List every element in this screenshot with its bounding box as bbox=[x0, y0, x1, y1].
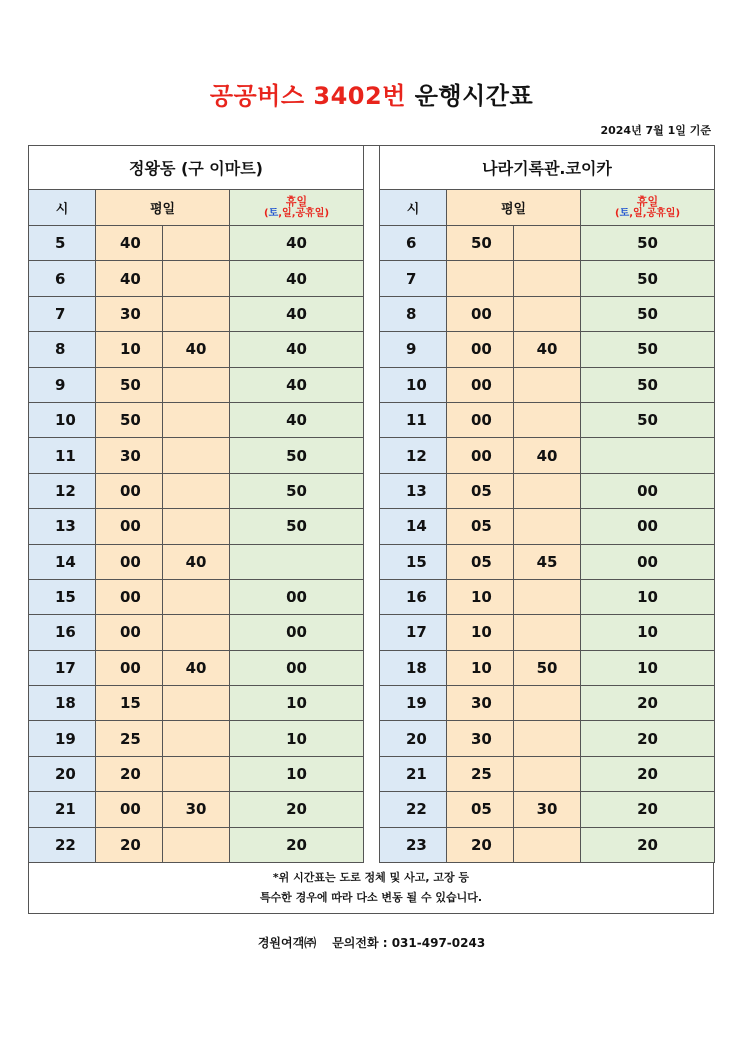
holiday-minute: 20 bbox=[230, 792, 364, 827]
timetable-row bbox=[380, 438, 715, 473]
weekday-minute-2 bbox=[514, 402, 581, 437]
weekday-minute-1: 30 bbox=[447, 721, 514, 756]
weekday-minute-2 bbox=[163, 827, 230, 862]
weekday-minute-1: 10 bbox=[447, 650, 514, 685]
hour-cell: 15 bbox=[380, 544, 447, 579]
weekday-minute-1: 10 bbox=[96, 332, 163, 367]
holiday-minute: 50 bbox=[230, 438, 364, 473]
weekday-minute-2 bbox=[514, 827, 581, 862]
hour-cell: 12 bbox=[29, 473, 96, 508]
weekday-minute-2: 45 bbox=[514, 544, 581, 579]
weekday-minute-2 bbox=[514, 367, 581, 402]
hour-header: 시 bbox=[380, 190, 447, 226]
timetable-row bbox=[380, 402, 715, 437]
timetable-row bbox=[29, 473, 364, 508]
weekday-minute-2 bbox=[163, 226, 230, 261]
weekday-minute-2: 30 bbox=[163, 792, 230, 827]
holiday-minute: 00 bbox=[581, 509, 715, 544]
timetable-row bbox=[380, 650, 715, 685]
hour-cell: 14 bbox=[380, 509, 447, 544]
weekday-minute-2: 40 bbox=[163, 332, 230, 367]
hour-cell: 6 bbox=[29, 261, 96, 296]
holiday-rest: ,일,공휴일) bbox=[278, 207, 330, 219]
hour-cell: 16 bbox=[29, 615, 96, 650]
hour-cell: 19 bbox=[380, 686, 447, 721]
weekday-minute-2 bbox=[163, 509, 230, 544]
timetable-left-body bbox=[29, 226, 364, 863]
contact-phone: 문의전화 : 031-497-0243 bbox=[332, 936, 486, 950]
timetable-row bbox=[380, 332, 715, 367]
timetable-row bbox=[29, 367, 364, 402]
hour-cell: 19 bbox=[29, 721, 96, 756]
hour-cell: 9 bbox=[29, 367, 96, 402]
hour-cell: 16 bbox=[380, 579, 447, 614]
weekday-minute-2 bbox=[514, 226, 581, 261]
timetable-row bbox=[380, 827, 715, 862]
timetable-right bbox=[379, 145, 715, 863]
timetable-row bbox=[29, 721, 364, 756]
weekday-minute-1: 05 bbox=[447, 544, 514, 579]
hour-cell: 6 bbox=[380, 226, 447, 261]
timetable-row bbox=[29, 296, 364, 331]
holiday-minute: 00 bbox=[230, 615, 364, 650]
hour-cell: 20 bbox=[380, 721, 447, 756]
holiday-minute: 20 bbox=[581, 686, 715, 721]
holiday-minute: 10 bbox=[581, 579, 715, 614]
weekday-minute-1 bbox=[447, 261, 514, 296]
holiday-minute: 40 bbox=[230, 402, 364, 437]
weekday-minute-2 bbox=[514, 473, 581, 508]
weekday-minute-2 bbox=[514, 579, 581, 614]
weekday-minute-1: 05 bbox=[447, 792, 514, 827]
weekday-minute-1: 50 bbox=[96, 402, 163, 437]
weekday-minute-2 bbox=[514, 509, 581, 544]
hour-cell: 14 bbox=[29, 544, 96, 579]
weekday-minute-2 bbox=[514, 296, 581, 331]
hour-cell: 11 bbox=[380, 402, 447, 437]
stop-name-left: 정왕동 (구 이마트) bbox=[29, 146, 364, 190]
weekday-minute-2: 40 bbox=[163, 544, 230, 579]
weekday-minute-2 bbox=[163, 686, 230, 721]
hour-cell: 18 bbox=[29, 686, 96, 721]
weekday-minute-2 bbox=[163, 756, 230, 791]
timetable-row bbox=[29, 792, 364, 827]
weekday-minute-2 bbox=[163, 721, 230, 756]
weekday-minute-1: 20 bbox=[447, 827, 514, 862]
holiday-open: ( bbox=[614, 207, 620, 219]
holiday-minute: 00 bbox=[230, 650, 364, 685]
weekday-minute-2 bbox=[514, 261, 581, 296]
hour-cell: 21 bbox=[380, 756, 447, 791]
weekday-minute-1: 40 bbox=[96, 261, 163, 296]
hour-cell: 8 bbox=[380, 296, 447, 331]
effective-date: 2024년 7월 1일 기준 bbox=[600, 124, 711, 137]
holiday-minute: 50 bbox=[230, 509, 364, 544]
weekday-minute-1: 30 bbox=[447, 686, 514, 721]
holiday-minute: 50 bbox=[230, 473, 364, 508]
weekday-minute-1: 00 bbox=[447, 438, 514, 473]
timetable-row bbox=[380, 686, 715, 721]
weekday-minute-2 bbox=[163, 261, 230, 296]
hour-cell: 11 bbox=[29, 438, 96, 473]
hour-cell: 17 bbox=[380, 615, 447, 650]
holiday-header-days bbox=[581, 208, 714, 220]
holiday-minute: 40 bbox=[230, 367, 364, 402]
holiday-minute: 20 bbox=[581, 721, 715, 756]
weekday-minute-1: 00 bbox=[96, 509, 163, 544]
holiday-minute: 50 bbox=[581, 402, 715, 437]
holiday-minute bbox=[581, 438, 715, 473]
weekday-minute-2 bbox=[163, 438, 230, 473]
timetable-row bbox=[380, 721, 715, 756]
timetable-row bbox=[380, 579, 715, 614]
timetable-row bbox=[29, 756, 364, 791]
footer bbox=[0, 934, 743, 951]
timetable-row bbox=[380, 615, 715, 650]
weekday-minute-1: 20 bbox=[96, 756, 163, 791]
weekday-minute-2: 30 bbox=[514, 792, 581, 827]
hour-cell: 10 bbox=[29, 402, 96, 437]
holiday-open: ( bbox=[263, 207, 269, 219]
weekday-minute-1: 00 bbox=[96, 579, 163, 614]
weekday-minute-1: 30 bbox=[96, 296, 163, 331]
weekday-minute-1: 25 bbox=[447, 756, 514, 791]
weekday-minute-2: 40 bbox=[514, 332, 581, 367]
weekday-minute-1: 00 bbox=[96, 650, 163, 685]
holiday-minute: 50 bbox=[581, 296, 715, 331]
holiday-minute: 20 bbox=[581, 756, 715, 791]
holiday-minute: 40 bbox=[230, 332, 364, 367]
holiday-minute: 40 bbox=[230, 261, 364, 296]
holiday-minute: 00 bbox=[230, 579, 364, 614]
timetable-row bbox=[380, 792, 715, 827]
hour-cell: 13 bbox=[380, 473, 447, 508]
holiday-header bbox=[581, 190, 715, 226]
weekday-minute-1: 10 bbox=[447, 579, 514, 614]
weekday-minute-2 bbox=[163, 367, 230, 402]
weekday-minute-2 bbox=[163, 615, 230, 650]
hour-cell: 17 bbox=[29, 650, 96, 685]
weekday-minute-1: 00 bbox=[447, 332, 514, 367]
holiday-header-title: 휴일 bbox=[285, 194, 308, 208]
weekday-minute-1: 25 bbox=[96, 721, 163, 756]
weekday-minute-2 bbox=[163, 296, 230, 331]
hour-cell: 21 bbox=[29, 792, 96, 827]
weekday-minute-2 bbox=[514, 756, 581, 791]
timetable-row bbox=[380, 226, 715, 261]
holiday-minute: 20 bbox=[230, 827, 364, 862]
holiday-minute: 50 bbox=[581, 261, 715, 296]
timetable-row bbox=[29, 544, 364, 579]
hour-cell: 13 bbox=[29, 509, 96, 544]
weekday-minute-2 bbox=[163, 473, 230, 508]
timetable-row bbox=[29, 438, 364, 473]
weekday-minute-2 bbox=[514, 615, 581, 650]
weekday-minute-1: 50 bbox=[447, 226, 514, 261]
holiday-minute: 50 bbox=[581, 226, 715, 261]
hour-header: 시 bbox=[29, 190, 96, 226]
weekday-minute-2: 40 bbox=[163, 650, 230, 685]
weekday-minute-1: 00 bbox=[447, 367, 514, 402]
hour-cell: 22 bbox=[29, 827, 96, 862]
holiday-minute: 00 bbox=[581, 473, 715, 508]
weekday-minute-2 bbox=[163, 579, 230, 614]
weekday-header: 평일 bbox=[96, 190, 230, 226]
holiday-header-days bbox=[230, 208, 363, 220]
weekday-header: 평일 bbox=[447, 190, 581, 226]
timetable-row bbox=[29, 650, 364, 685]
holiday-minute: 20 bbox=[581, 827, 715, 862]
timetable-row bbox=[380, 544, 715, 579]
holiday-minute: 40 bbox=[230, 226, 364, 261]
weekday-minute-1: 15 bbox=[96, 686, 163, 721]
holiday-minute: 20 bbox=[581, 792, 715, 827]
title-suffix: 운행시간표 bbox=[414, 82, 534, 110]
weekday-minute-1: 00 bbox=[447, 402, 514, 437]
holiday-minute: 10 bbox=[581, 615, 715, 650]
hour-cell: 20 bbox=[29, 756, 96, 791]
holiday-header-title: 휴일 bbox=[636, 194, 659, 208]
holiday-saturday: 토 bbox=[619, 207, 630, 219]
timetable-row bbox=[29, 579, 364, 614]
hour-cell: 9 bbox=[380, 332, 447, 367]
weekday-minute-2 bbox=[514, 721, 581, 756]
holiday-minute: 00 bbox=[581, 544, 715, 579]
timetable-row bbox=[380, 509, 715, 544]
weekday-minute-1: 00 bbox=[96, 473, 163, 508]
weekday-minute-2 bbox=[514, 686, 581, 721]
timetable-row bbox=[29, 686, 364, 721]
weekday-minute-2: 40 bbox=[514, 438, 581, 473]
weekday-minute-2: 50 bbox=[514, 650, 581, 685]
timetable-row bbox=[29, 509, 364, 544]
holiday-minute: 10 bbox=[230, 686, 364, 721]
hour-cell: 7 bbox=[380, 261, 447, 296]
timetable-row bbox=[29, 402, 364, 437]
weekday-minute-1: 00 bbox=[96, 544, 163, 579]
notice bbox=[28, 862, 714, 914]
hour-cell: 23 bbox=[380, 827, 447, 862]
holiday-header bbox=[230, 190, 364, 226]
holiday-minute: 40 bbox=[230, 296, 364, 331]
holiday-saturday: 토 bbox=[268, 207, 279, 219]
holiday-minute: 50 bbox=[581, 367, 715, 402]
timetable-row bbox=[380, 756, 715, 791]
weekday-minute-1: 20 bbox=[96, 827, 163, 862]
timetable-row bbox=[29, 261, 364, 296]
weekday-minute-1: 00 bbox=[447, 296, 514, 331]
weekday-minute-1: 00 bbox=[96, 792, 163, 827]
hour-cell: 5 bbox=[29, 226, 96, 261]
weekday-minute-1: 05 bbox=[447, 473, 514, 508]
hour-cell: 15 bbox=[29, 579, 96, 614]
weekday-minute-1: 30 bbox=[96, 438, 163, 473]
hour-cell: 7 bbox=[29, 296, 96, 331]
timetable-row bbox=[29, 332, 364, 367]
hour-cell: 12 bbox=[380, 438, 447, 473]
notice-line-2: 특수한 경우에 따라 다소 변동 될 수 있습니다. bbox=[259, 891, 483, 904]
weekday-minute-1: 10 bbox=[447, 615, 514, 650]
weekday-minute-1: 50 bbox=[96, 367, 163, 402]
timetable-row bbox=[29, 615, 364, 650]
holiday-minute: 10 bbox=[230, 756, 364, 791]
company-name: 경원여객㈜ bbox=[257, 936, 317, 950]
hour-cell: 10 bbox=[380, 367, 447, 402]
weekday-minute-1: 00 bbox=[96, 615, 163, 650]
hour-cell: 22 bbox=[380, 792, 447, 827]
weekday-minute-1: 05 bbox=[447, 509, 514, 544]
holiday-minute: 10 bbox=[581, 650, 715, 685]
title-route: 공공버스 3402번 bbox=[209, 82, 406, 110]
hour-cell: 18 bbox=[380, 650, 447, 685]
holiday-rest: ,일,공휴일) bbox=[629, 207, 681, 219]
timetable-row bbox=[29, 226, 364, 261]
page-title bbox=[0, 76, 743, 111]
timetable-row bbox=[29, 827, 364, 862]
notice-line-1: *위 시간표는 도로 정체 및 사고, 고장 등 bbox=[272, 871, 470, 884]
holiday-minute bbox=[230, 544, 364, 579]
timetable-left bbox=[28, 145, 364, 863]
stop-name-right: 나라기록관.코이카 bbox=[380, 146, 715, 190]
timetable-row bbox=[380, 473, 715, 508]
holiday-minute: 50 bbox=[581, 332, 715, 367]
weekday-minute-1: 40 bbox=[96, 226, 163, 261]
weekday-minute-2 bbox=[163, 402, 230, 437]
timetable-row bbox=[380, 296, 715, 331]
timetable-row bbox=[380, 261, 715, 296]
holiday-minute: 10 bbox=[230, 721, 364, 756]
hour-cell: 8 bbox=[29, 332, 96, 367]
timetable-row bbox=[380, 367, 715, 402]
timetable-right-body bbox=[380, 226, 715, 863]
